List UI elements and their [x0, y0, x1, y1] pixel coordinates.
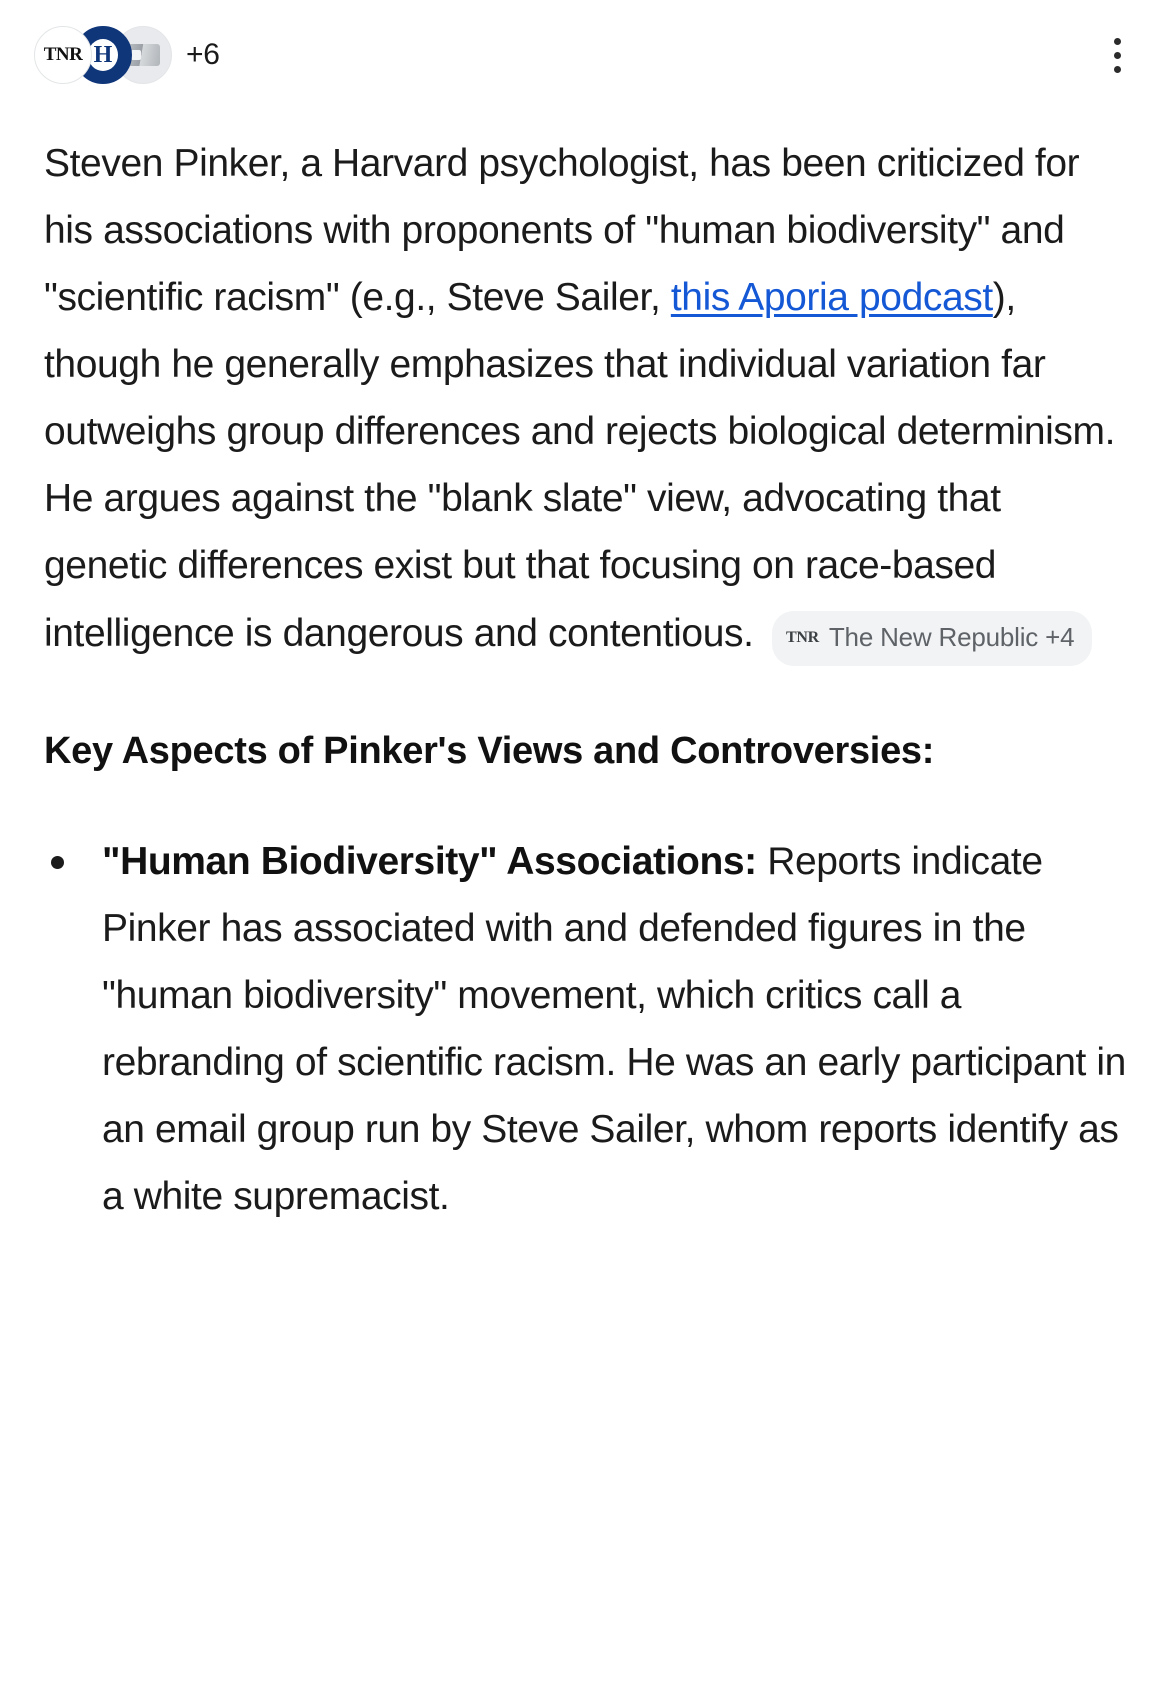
citation-label: The New Republic +4 — [828, 621, 1075, 652]
more-sources-count: +6 — [186, 38, 220, 71]
answer-body — [0, 130, 1169, 1230]
source-avatar-group[interactable] — [34, 26, 220, 84]
overflow-menu-icon[interactable] — [1095, 27, 1139, 83]
dot-1 — [1114, 38, 1121, 45]
paragraph-part-1: Steven Pinker, a Harvard psychologist, has been criticized for his associations with proponents of "human biodiversity" and "scientific racism" (e.g., Steve Sailer, — [44, 142, 1080, 320]
paragraph-part-2: ), though he generally emphasizes that individual variation far outweighs group differences and rejects biological determinism. He argues against the "blank slate" view, advocating that genetic differences exist but that focusing on race-based intelligence is dangerous and contentious. — [44, 276, 1116, 655]
harvard-logo-icon: H — [88, 39, 118, 71]
dot-3 — [1114, 66, 1121, 73]
dot-2 — [1114, 52, 1121, 59]
sources-header — [0, 0, 1169, 110]
list-item-body: Reports indicate Pinker has associated with and defended figures in the "human biodiversity" movement, which critics call a rebranding of scientific racism. He was an early participant in an email group run by Steve Sailer, whom reports identify as a white supremacist. — [102, 839, 1126, 1219]
tnr-logo-icon: TNR — [43, 44, 83, 65]
citation-chip[interactable] — [772, 611, 1092, 666]
summary-paragraph — [44, 130, 1127, 667]
section-heading: Key Aspects of Pinker's Views and Controversies: — [44, 729, 935, 772]
source-avatar-the-new-republic[interactable] — [34, 26, 92, 84]
list-item-lead: "Human Biodiversity" Associations: — [102, 839, 757, 883]
key-aspects-list — [44, 828, 1127, 1230]
aporia-podcast-link[interactable]: this Aporia podcast — [670, 276, 993, 320]
list-item — [44, 828, 1127, 1230]
tnr-citation-icon: TNR — [785, 628, 819, 646]
